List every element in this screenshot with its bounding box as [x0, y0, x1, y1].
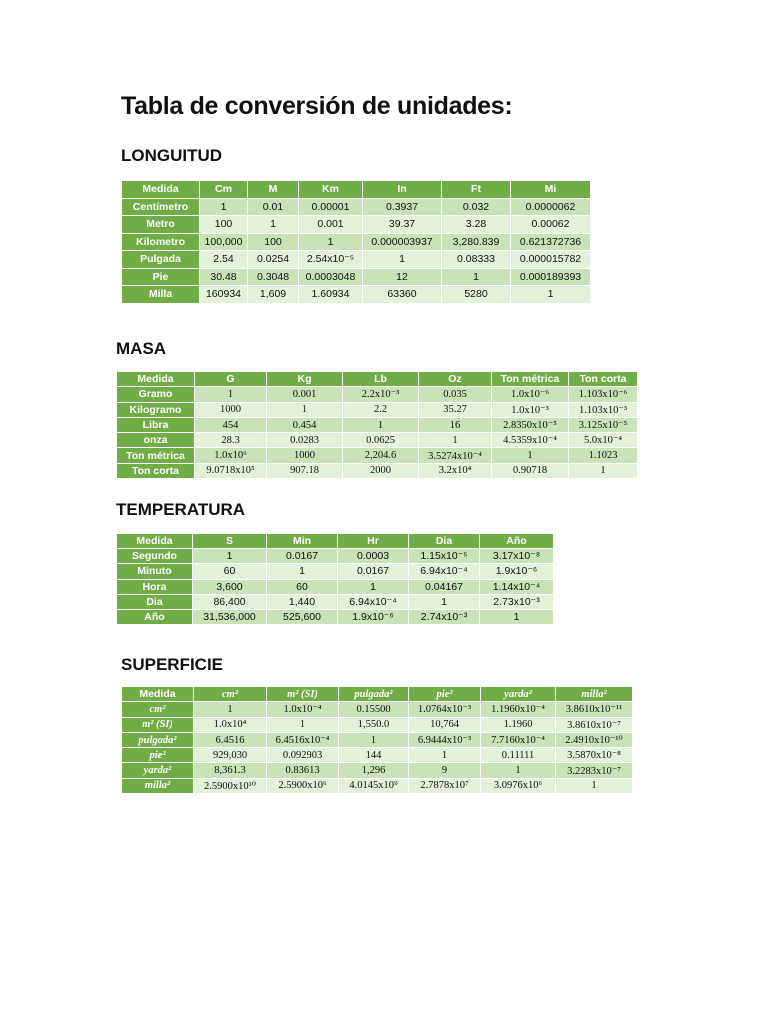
row-header: Kilometro [122, 233, 200, 251]
table-cell: 1,609 [248, 286, 299, 304]
table-cell: 2.4910x10⁻¹⁰ [556, 732, 633, 747]
table-cell: 1 [267, 564, 338, 579]
table-cell: 0.01 [248, 198, 299, 216]
header-row [122, 181, 591, 199]
table-cell: 0.3048 [248, 268, 299, 286]
table-cell: 929,030 [194, 748, 267, 763]
row-header: Ton corta [117, 463, 195, 478]
column-header: Medida [117, 372, 195, 387]
table-cell: 1.14x10⁻⁴ [480, 579, 554, 594]
table-cell: 86,400 [193, 594, 267, 609]
table-cell: 2.7878x10⁷ [409, 778, 481, 793]
table-cell: 30.48 [200, 268, 248, 286]
table-cell: 5.0x10⁻⁴ [569, 433, 638, 448]
table-cell: 3.8610x10⁻⁷ [556, 717, 633, 732]
column-header: pulgada² [339, 687, 409, 702]
table-cell: 1.60934 [299, 286, 363, 304]
column-header: Mi [511, 181, 591, 199]
table-cell: 6.4516x10⁻⁴ [267, 732, 339, 747]
table-cell: 907.18 [267, 463, 343, 478]
table-cell: 2000 [343, 463, 419, 478]
table-row [122, 717, 633, 732]
table-cell: 0.83613 [267, 763, 339, 778]
table-cell: 1 [299, 233, 363, 251]
table-row [117, 594, 554, 609]
table-cell: 0.0167 [338, 564, 409, 579]
table-cell: 1.9x10⁻⁶ [338, 609, 409, 624]
column-header: Lb [343, 372, 419, 387]
table-cell: 1 [569, 463, 638, 478]
table-cell: 0.0167 [267, 549, 338, 564]
table-row [122, 778, 633, 793]
table-row [117, 564, 554, 579]
table-cell: 1 [338, 579, 409, 594]
row-header: Segundo [117, 549, 193, 564]
table-cell: 6.94x10⁻⁴ [409, 564, 480, 579]
table-cell: 0.0283 [267, 433, 343, 448]
table-cell: 1 [480, 609, 554, 624]
table-row [117, 387, 638, 402]
table-row [122, 198, 591, 216]
table-row [122, 268, 591, 286]
header-row [122, 687, 633, 702]
table-cell: 0.0003 [338, 549, 409, 564]
table-cell: 2,204.6 [343, 448, 419, 463]
table-cell: 1,550.0 [339, 717, 409, 732]
table-cell: 0.04167 [409, 579, 480, 594]
table-cell: 1 [267, 402, 343, 417]
table-cell: 0.00062 [511, 216, 591, 234]
table-cell: 5280 [442, 286, 511, 304]
superficie-table [121, 686, 633, 794]
table-cell: 2.54x10⁻⁵ [299, 251, 363, 269]
column-header: Medida [122, 687, 194, 702]
masa-table [116, 371, 638, 479]
table-cell: 1.103x10⁻³ [569, 402, 638, 417]
column-header: Medida [122, 181, 200, 199]
table-cell: 1000 [267, 448, 343, 463]
column-header: S [193, 534, 267, 549]
table-cell: 144 [339, 748, 409, 763]
table-row [117, 463, 638, 478]
table-row [117, 433, 638, 448]
table-cell: 9.0718x10⁵ [195, 463, 267, 478]
table-cell: 0.08333 [442, 251, 511, 269]
header-row [117, 534, 554, 549]
table-cell: 1 [511, 286, 591, 304]
table-cell: 525,600 [267, 609, 338, 624]
table-cell: 0.001 [267, 387, 343, 402]
table-cell: 3.0976x10⁶ [481, 778, 556, 793]
table-row [117, 579, 554, 594]
table-cell: 1.0764x10⁻³ [409, 702, 481, 717]
table-cell: 60 [193, 564, 267, 579]
column-header: G [195, 372, 267, 387]
table-cell: 0.000189393 [511, 268, 591, 286]
table-row [117, 549, 554, 564]
table-cell: 1 [194, 702, 267, 717]
table-row [122, 216, 591, 234]
table-cell: 2.5900x10¹⁰ [194, 778, 267, 793]
table-row [122, 748, 633, 763]
row-header: Año [117, 609, 193, 624]
table-cell: 3.2283x10⁻⁷ [556, 763, 633, 778]
table-cell: 1,440 [267, 594, 338, 609]
column-header: Oz [419, 372, 492, 387]
table-row [122, 702, 633, 717]
row-header: Centímetro [122, 198, 200, 216]
table-cell: 60 [267, 579, 338, 594]
page-title: Tabla de conversión de unidades: [121, 92, 513, 120]
column-header: Min [267, 534, 338, 549]
table-cell: 3.5870x10⁻⁸ [556, 748, 633, 763]
table-cell: 1.1960 [481, 717, 556, 732]
column-header: In [363, 181, 442, 199]
temperatura-table [116, 533, 554, 625]
table-cell: 100,000 [200, 233, 248, 251]
table-cell: 1 [195, 387, 267, 402]
table-row [122, 233, 591, 251]
table-cell: 0.90718 [492, 463, 569, 478]
table-cell: 1 [248, 216, 299, 234]
column-header: Año [480, 534, 554, 549]
table-cell: 1 [267, 717, 339, 732]
row-header: Hora [117, 579, 193, 594]
table-cell: 2.73x10⁻³ [480, 594, 554, 609]
table-cell: 1 [339, 732, 409, 747]
table-row [117, 417, 638, 432]
column-header: Ft [442, 181, 511, 199]
table-cell: 7.7160x10⁻⁴ [481, 732, 556, 747]
table-row [117, 448, 638, 463]
table-cell: 0.000003937 [363, 233, 442, 251]
column-header: m² (SI) [267, 687, 339, 702]
table-cell: 1.15x10⁻⁵ [409, 549, 480, 564]
table-cell: 0.11111 [481, 748, 556, 763]
table-cell: 3,280.839 [442, 233, 511, 251]
section-title-superficie: SUPERFICIE [121, 655, 224, 674]
table-cell: 2.2 [343, 402, 419, 417]
table-cell: 28.3 [195, 433, 267, 448]
table-cell: 1 [556, 778, 633, 793]
table-cell: 3,600 [193, 579, 267, 594]
header-row [117, 372, 638, 387]
row-header: cm² [122, 702, 194, 717]
row-header: Minuto [117, 564, 193, 579]
table-row [117, 402, 638, 417]
column-header: pie² [409, 687, 481, 702]
table-cell: 0.092903 [267, 748, 339, 763]
row-header: Kilogramo [117, 402, 195, 417]
table-cell: 0.0000062 [511, 198, 591, 216]
table-cell: 1 [409, 748, 481, 763]
column-header: Medida [117, 534, 193, 549]
column-header: M [248, 181, 299, 199]
column-header: Ton corta [569, 372, 638, 387]
table-row [122, 763, 633, 778]
table-cell: 0.454 [267, 417, 343, 432]
table-cell: 9 [409, 763, 481, 778]
table-cell: 8,361.3 [194, 763, 267, 778]
table-cell: 0.032 [442, 198, 511, 216]
table-cell: 100 [200, 216, 248, 234]
table-cell: 2.5900x10⁶ [267, 778, 339, 793]
column-header: yarda² [481, 687, 556, 702]
column-header: Ton métrica [492, 372, 569, 387]
table-cell: 12 [363, 268, 442, 286]
row-header: Metro [122, 216, 200, 234]
section-title-masa: MASA [116, 339, 167, 358]
section-title-longitud: LONGUITUD [121, 146, 223, 165]
column-header: Cm [200, 181, 248, 199]
table-row [122, 286, 591, 304]
table-cell: 0.00001 [299, 198, 363, 216]
table-cell: 0.621372736 [511, 233, 591, 251]
table-cell: 4.0145x10⁹ [339, 778, 409, 793]
table-cell: 1.0x10⁻⁶ [492, 387, 569, 402]
column-header: Hr [338, 534, 409, 549]
table-cell: 1 [419, 433, 492, 448]
table-cell: 1 [409, 594, 480, 609]
table-cell: 0.3937 [363, 198, 442, 216]
section-title-temperatura: TEMPERATURA [116, 500, 246, 519]
table-cell: 1.0x10⁴ [194, 717, 267, 732]
table-cell: 3.17x10⁻⁸ [480, 549, 554, 564]
table-cell: 1.0x10⁻³ [492, 402, 569, 417]
table-cell: 0.15500 [339, 702, 409, 717]
table-cell: 4.5359x10⁻⁴ [492, 433, 569, 448]
table-cell: 3.8610x10⁻¹¹ [556, 702, 633, 717]
table-cell: 0.0625 [343, 433, 419, 448]
table-cell: 1.0x10⁶ [195, 448, 267, 463]
table-cell: 6.94x10⁻⁴ [338, 594, 409, 609]
column-header: cm² [194, 687, 267, 702]
table-cell: 1.1023 [569, 448, 638, 463]
table-row [117, 609, 554, 624]
row-header: Milla [122, 286, 200, 304]
row-header: Pulgada [122, 251, 200, 269]
table-cell: 1 [363, 251, 442, 269]
table-cell: 1 [442, 268, 511, 286]
column-header: Km [299, 181, 363, 199]
table-cell: 454 [195, 417, 267, 432]
row-header: Gramo [117, 387, 195, 402]
row-header: yarda² [122, 763, 194, 778]
table-cell: 1 [492, 448, 569, 463]
row-header: Dia [117, 594, 193, 609]
table-cell: 1.1960x10⁻⁴ [481, 702, 556, 717]
row-header: onza [117, 433, 195, 448]
table-row [122, 732, 633, 747]
column-header: Dia [409, 534, 480, 549]
table-cell: 6.4516 [194, 732, 267, 747]
row-header: m² (SI) [122, 717, 194, 732]
table-cell: 2.8350x10⁻⁵ [492, 417, 569, 432]
table-row [122, 251, 591, 269]
table-cell: 3.28 [442, 216, 511, 234]
row-header: pie² [122, 748, 194, 763]
table-cell: 31,536,000 [193, 609, 267, 624]
column-header: milla² [556, 687, 633, 702]
table-cell: 1 [193, 549, 267, 564]
table-cell: 0.0254 [248, 251, 299, 269]
table-cell: 10,764 [409, 717, 481, 732]
table-cell: 6.9444x10⁻³ [409, 732, 481, 747]
table-cell: 1.103x10⁻⁶ [569, 387, 638, 402]
table-cell: 0.001 [299, 216, 363, 234]
table-cell: 2.54 [200, 251, 248, 269]
row-header: Pie [122, 268, 200, 286]
table-cell: 39.37 [363, 216, 442, 234]
table-cell: 2.2x10⁻³ [343, 387, 419, 402]
table-cell: 16 [419, 417, 492, 432]
table-cell: 35.27 [419, 402, 492, 417]
row-header: Libra [117, 417, 195, 432]
table-cell: 1,296 [339, 763, 409, 778]
row-header: milla² [122, 778, 194, 793]
table-cell: 1.0x10⁻⁴ [267, 702, 339, 717]
table-cell: 160934 [200, 286, 248, 304]
table-cell: 0.000015782 [511, 251, 591, 269]
row-header: Ton métrica [117, 448, 195, 463]
table-cell: 3.2x10⁴ [419, 463, 492, 478]
table-cell: 0.0003048 [299, 268, 363, 286]
table-cell: 3.125x10⁻⁵ [569, 417, 638, 432]
table-cell: 1.9x10⁻⁶ [480, 564, 554, 579]
table-cell: 1 [200, 198, 248, 216]
table-cell: 0.035 [419, 387, 492, 402]
longitud-table [121, 180, 591, 304]
table-cell: 3.5274x10⁻⁴ [419, 448, 492, 463]
table-cell: 2.74x10⁻³ [409, 609, 480, 624]
table-cell: 1 [481, 763, 556, 778]
row-header: pulgada² [122, 732, 194, 747]
table-cell: 1 [343, 417, 419, 432]
table-cell: 1000 [195, 402, 267, 417]
table-cell: 100 [248, 233, 299, 251]
column-header: Kg [267, 372, 343, 387]
table-cell: 63360 [363, 286, 442, 304]
